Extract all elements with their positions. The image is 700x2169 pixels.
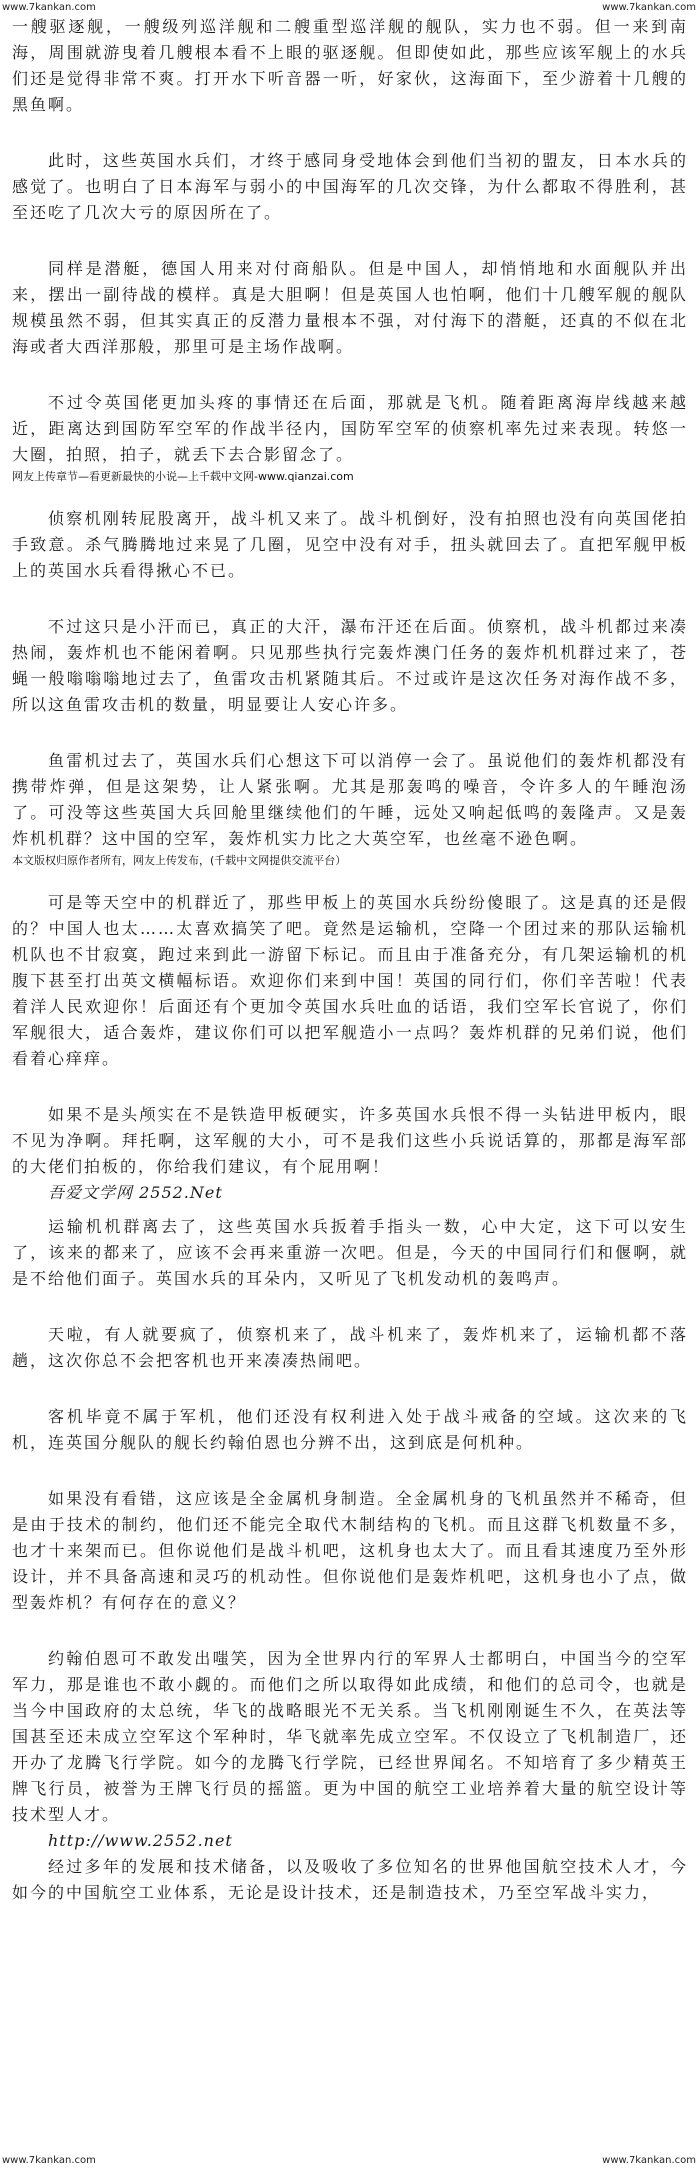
paragraph-10: 运输机机群离去了，这些英国水兵扳着手指头一数，心中大定，这下可以安生了，该来的都来了，应该不会再来重游一次吧。但是，今天的中国同行们和偃啊，就是不给他们面子。英国水兵的耳朵内，又听见了飞机发动机的轰鸣声。 <box>12 1217 688 1288</box>
site-line-2: http://www.2552.net <box>48 1831 233 1850</box>
watermark-bottom-left: www.7kankan.com <box>2 2155 96 2166</box>
paragraph-11: 天啦，有人就要疯了，侦察机来了，战斗机来了，轰炸机来了，运输机都不落趟，这次你总不会把客机也开来凑凑热闹吧。 <box>12 1325 688 1370</box>
upload-note-1: 网友上传章节—看更新最快的小说—上千载中文网-www.qianzai.com <box>12 470 354 483</box>
paragraph-5: 侦察机刚转屁股离开，战斗机又来了。战斗机倒好，没有拍照也没有向英国佬拍手致意。杀气腾腾地过来晃了几圈，见空中没有对手，扭头就回去了。直把军舰甲板上的英国水兵看得揪心不已。 <box>12 509 688 580</box>
paragraph-3: 同样是潜艇，德国人用来对付商船队。但是中国人，却悄悄地和水面舰队并出来，摆出一副待战的模样。真是大胆啊！但是英国人也怕啊，他们十几艘军舰的舰队规模虽然不弱，但其实真正的反潜力量根本不强，对付海下的潜艇，还真的不似在北海或者大西洋那般，那里可是主场作战啊。 <box>12 259 688 356</box>
watermark-top-right: www.7kankan.com <box>602 2 696 13</box>
paragraph-7: 鱼雷机过去了，英国水兵们心想这下可以消停一会了。虽说他们的轰炸机都没有携带炸弹，但是这架势，让人紧张啊。尤其是那轰鸣的噪音，令许多人的午睡泡汤了。可没等这些英国大兵回舱里继续他们的午睡，远处又响起低鸣的轰隆声。又是轰炸机机群？这中国的空军，轰炸机实力比之大英空军，也丝毫不逊色啊。 <box>12 751 688 848</box>
paragraph-6: 不过这只是小汗而已，真正的大汗，瀑布汗还在后面。侦察机，战斗机都过来凑热闹，轰炸机也不能闲着啊。只见那些执行完轰炸澳门任务的轰炸机机群过来了，苍蝇一般嗡嗡嗡地过去了，鱼雷攻击机紧随其后。不过或许是这次任务对海作战不多，所以这鱼雷攻击机的数量，明显要让人安心许多。 <box>12 617 688 714</box>
paragraph-15: 经过多年的发展和技术储备，以及吸收了多位知名的世界他国航空技术人才，今如今的中国航空工业体系，无论是设计技术，还是制造技术，乃至空军战斗实力， <box>12 1857 688 1902</box>
paragraph-1: 一艘驱逐舰，一艘级列巡洋舰和二艘重型巡洋舰的舰队，实力也不弱。但一来到南海，周围就游曳着几艘根本看不上眼的驱逐舰。但即使如此，那些应该军舰上的水兵们还是觉得非常不爽。打开水下听音器一听，好家伙，这海面下，至少游着十几艘的黑鱼啊。 <box>12 17 688 114</box>
watermark-bottom-right: www.7kankan.com <box>602 2155 696 2166</box>
site-line-1: 吾爱文学网 2552.Net <box>48 1183 223 1202</box>
paragraph-13: 如果没有看错，这应该是全金属机身制造。全金属机身的飞机虽然并不稀奇，但是由于技术的制约，他们还不能完全取代木制结构的飞机。而且这群飞机数量不多，也才十来架而已。但你说他们是战斗机吧，这机身也太大了。而且看其速度乃至外形设计，并不具备高速和灵巧的机动性。但你说他们是轰炸机吧，这机身也小了点，做型轰炸机？有何存在的意义？ <box>12 1489 688 1612</box>
paragraph-12: 客机毕竟不属于军机，他们还没有权利进入处于战斗戒备的空域。这次来的飞机，连英国分舰队的舰长约翰伯恩也分辨不出，这到底是何机种。 <box>12 1407 688 1452</box>
paragraph-4: 不过令英国佬更加头疼的事情还在后面，那就是飞机。随着距离海岸线越来越近，距离达到国防军空军的作战半径内，国防军空军的侦察机率先过来表现。转悠一大圈，拍照，拍子，就丢下去合影留念了。 <box>12 393 688 464</box>
paragraph-14: 约翰伯恩可不敢发出嗤笑，因为全世界内行的军界人士都明白，中国当今的空军军力，那是谁也不敢小觑的。而他们之所以取得如此成绩，和他们的总司令，也就是当今中国政府的太总统，华飞的战略眼光不无关系。当飞机刚刚诞生不久，在英法等国甚至还未成立空军这个军种时，华飞就率先成立空军。不仅设立了飞机制造厂，还开办了龙腾飞行学院。如今的龙腾飞行学院，已经世界闻名。不知培育了多少精英王牌飞行员，被誉为王牌飞行员的摇篮。更为中国的航空工业培养着大量的航空设计等技术型人才。 <box>12 1649 688 1824</box>
paragraph-8: 可是等天空中的机群近了，那些甲板上的英国水兵纷纷傻眼了。这是真的还是假的？中国人也太……太喜欢搞笑了吧。竟然是运输机，空降一个团过来的那队运输机机队也不甘寂寞，跑过来到此一游留下标记。而且由于准备充分，有几架运输机的机腹下甚至打出英文横幅标语。欢迎你们来到中国！英国的同行们，你们辛苦啦！代表着洋人民欢迎你！后面还有个更加令英国水兵吐血的话语，我们空军长官说了，你们军舰很大，适合轰炸，建议你们可以把军舰造小一点吗？轰炸机群的兄弟们说，他们看着心痒痒。 <box>12 893 688 1068</box>
paragraph-9: 如果不是头颅实在不是铁造甲板硬实，许多英国水兵恨不得一头钻进甲板内，眼不见为净啊。拜托啊，这军舰的大小，可不是我们这些小兵说话算的，那都是海军部的大佬们拍板的，你给我们建议，有个屁用啊！ <box>12 1105 688 1176</box>
upload-note-2: 本文版权归原作者所有，网友上传发布，(千载中文网提供交流平台） <box>12 854 347 867</box>
watermark-top-left: www.7kankan.com <box>2 2 96 13</box>
document-body <box>0 14 700 1906</box>
paragraph-2: 此时，这些英国水兵们，才终于感同身受地体会到他们当初的盟友，日本水兵的感觉了。也明白了日本海军与弱小的中国海军的几次交锋，为什么都取不得胜利，甚至还吃了几次大亏的原因所在了。 <box>12 151 688 222</box>
